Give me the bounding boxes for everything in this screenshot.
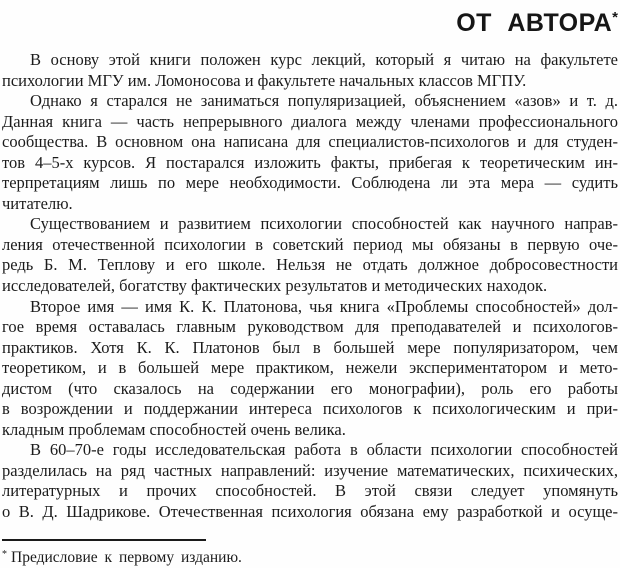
text-line: тов 4–5-х курсов. Я постарался изложить факты, прибегая к теоретическим ин-: [2, 152, 618, 172]
text-line: Существованием и развитием психологии способностей как научного направ-: [30, 214, 618, 234]
text-line: Однако я старался не заниматься популяризацией, объяснением «азов» и т. д.: [30, 91, 618, 111]
text-line: читателю.: [2, 193, 73, 213]
text-line: психологии МГУ им. Ломоносова и факультете начальных классов МГПУ.: [2, 70, 527, 90]
text-line: дистом (что сказалось на содержании его монографии), роль его работы: [2, 378, 618, 398]
footnote-marker: *: [2, 549, 7, 560]
text-line: о В. Д. Шадрикове. Отечественная психология обязана ему разработкой и осуще-: [2, 502, 618, 522]
text-line: практиков. Хотя К. К. Платонов был в большей мере популяризатором, чем: [2, 337, 618, 357]
text-line: редь Б. М. Теплову и его школе. Нельзя не отдать должное добросовестности: [2, 255, 618, 275]
title-footnote-marker: *: [612, 9, 618, 26]
text-line: Второе имя — имя К. К. Платонова, чья книга «Проблемы способностей» дол-: [30, 296, 618, 316]
text-line: сообщества. В основном она написана для специалистов-психологов и для студен-: [2, 132, 618, 152]
text-line: гое время оставалась главным руководством для преподавателей и психологов-: [2, 317, 618, 337]
text-line: теоретиком, и в большей мере практиком, нежели экспериментатором и мето-: [2, 358, 618, 378]
footnote: [2, 545, 242, 567]
page-title: [456, 4, 618, 37]
text-line: ления отечественной психологии в советский период мы обязаны в первую оче-: [2, 234, 618, 254]
text-line: В 60–70-е годы исследовательская работа в области психологии способностей: [30, 440, 618, 460]
text-line: кладным проблемам способностей очень велика.: [2, 419, 346, 439]
text-line: исследователей, богатству фактических результатов и методических находок.: [2, 276, 548, 296]
text-line: В основу этой книги положен курс лекций, который я читаю на факультете: [30, 50, 618, 69]
body-text: [2, 50, 618, 523]
text-line: разделилась на ряд частных направлений: изучение математических, психических,: [2, 460, 618, 480]
text-line: литературных и прочих способностей. В этой связи следует упомянуть: [2, 481, 618, 501]
page-title-text: ОТ АВТОРА: [456, 9, 613, 37]
text-line: в возрождении и поддержании интереса психологов к психологическим и при-: [2, 399, 618, 419]
text-line: терпретациям лишь по мере необходимости. Соблюдена ли эта мера — судить: [2, 173, 618, 193]
text-line: Данная книга — часть непрерывного диалога между членами профессионального: [2, 111, 618, 131]
footnote-text: Предисловие к первому изданию.: [11, 549, 242, 566]
footnote-divider: [2, 539, 206, 541]
